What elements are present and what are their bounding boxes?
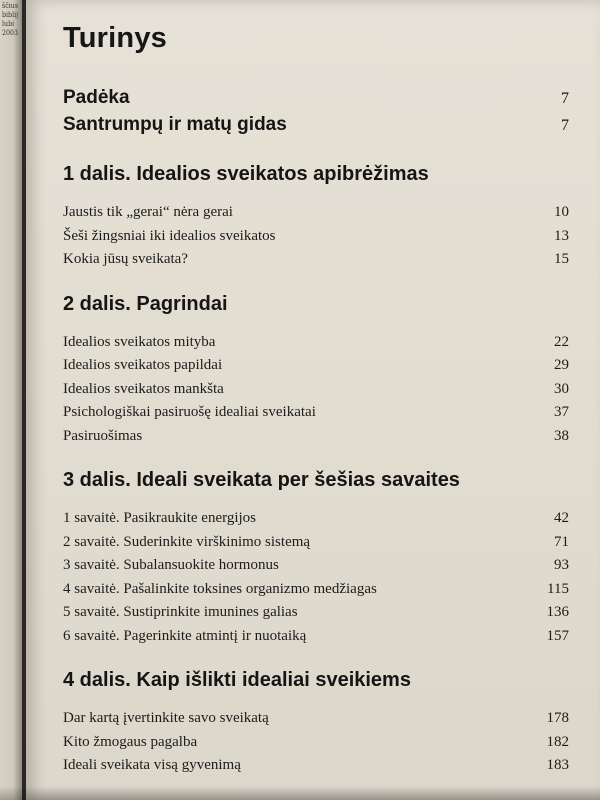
toc-entry (63, 201, 569, 225)
toc-entry-page: 42 (554, 510, 569, 526)
part-title-2: 2 dalis. Pagrindai (63, 292, 228, 315)
toc-entry-page: 71 (554, 533, 569, 550)
toc-entry (63, 331, 569, 355)
toc-entry-page: 157 (546, 627, 569, 644)
adjacent-page-text: ščius biblij lubi 2003 (2, 2, 19, 37)
toc-entry-page: 182 (546, 733, 569, 750)
toc-entry-label: 5 savaitė. Sustiprinkite imunines galias (63, 604, 298, 620)
book-page (26, 0, 600, 800)
toc-entry-label: Pasiruošimas (63, 427, 143, 444)
toc-entry-label: Jaustis tik „gerai“ nėra gerai (63, 204, 233, 220)
part-title-3: 3 dalis. Ideali sveikata per šešias savaites (63, 469, 460, 491)
toc-entry-page: 7 (561, 90, 569, 107)
toc-entry-page: 29 (554, 357, 569, 373)
toc-entry-label: Padėka (63, 87, 130, 108)
toc-entry-label: 6 savaitė. Pagerinkite atmintį ir nuotaiką (63, 627, 307, 644)
toc-entry-label: Dar kartą įvertinkite savo sveikatą (63, 710, 269, 726)
toc-entry (63, 225, 569, 249)
toc-entry-page: 115 (547, 580, 569, 597)
toc-entry-page: 30 (554, 380, 569, 397)
part-title-4: 4 dalis. Kaip išlikti idealiai sveikiems (63, 669, 411, 691)
part-title-1: 1 dalis. Idealios sveikatos apibrėžimas (63, 163, 429, 185)
table-of-contents (63, 84, 569, 778)
toc-entry-page: 178 (546, 710, 569, 726)
toc-entry-label: Kokia jūsų sveikata? (63, 251, 188, 267)
toc-entry-abbreviations (63, 111, 569, 138)
toc-entry (63, 248, 569, 272)
toc-entry-label: Idealios sveikatos mankšta (63, 380, 224, 397)
toc-entry (63, 578, 569, 602)
toc-entry-label: Psichologiškai pasiruošę idealiai sveikatai (63, 404, 316, 420)
page-title: Turinys (63, 22, 167, 54)
adjacent-page-edge (0, 0, 22, 800)
toc-entry-page: 93 (554, 557, 569, 573)
toc-entry-label: 1 savaitė. Pasikraukite energijos (63, 510, 257, 526)
toc-entry (63, 401, 569, 425)
toc-entry-label: Idealios sveikatos mityba (63, 333, 216, 350)
toc-entry-page: 13 (554, 227, 569, 244)
toc-entry-page: 22 (554, 333, 569, 350)
toc-entry-page: 37 (554, 404, 569, 420)
toc-entry-page: 183 (546, 757, 569, 773)
toc-entry-label: 3 savaitė. Subalansuokite hormonus (63, 557, 279, 573)
toc-entry (63, 601, 569, 625)
toc-entry-label: 2 savaitė. Suderinkite virškinimo sistemą (63, 533, 311, 550)
toc-entry (63, 354, 569, 378)
toc-entry-acknowledgements (63, 84, 569, 111)
toc-entry (63, 531, 569, 555)
toc-entry-page: 7 (561, 117, 569, 134)
toc-entry-page: 10 (554, 204, 569, 220)
toc-entry (63, 554, 569, 578)
toc-entry-page: 136 (546, 604, 569, 620)
toc-entry-page: 38 (554, 427, 569, 444)
toc-entry-label: Santrumpų ir matų gidas (63, 114, 287, 135)
toc-entry-page: 15 (554, 251, 569, 267)
toc-entry (63, 425, 569, 449)
toc-entry (63, 754, 569, 778)
toc-entry-label: Ideali sveikata visą gyvenimą (63, 757, 241, 773)
toc-entry-label: Šeši žingsniai iki idealios sveikatos (63, 227, 276, 244)
toc-entry (63, 707, 569, 731)
toc-entry-label: 4 savaitė. Pašalinkite toksines organizmo medžiagas (63, 580, 377, 597)
toc-entry-label: Kito žmogaus pagalba (63, 733, 198, 750)
toc-entry-label: Idealios sveikatos papildai (63, 357, 223, 373)
toc-entry (63, 507, 569, 531)
toc-entry (63, 731, 569, 755)
toc-entry (63, 625, 569, 649)
toc-entry (63, 378, 569, 402)
page-bottom-shadow (0, 786, 600, 800)
